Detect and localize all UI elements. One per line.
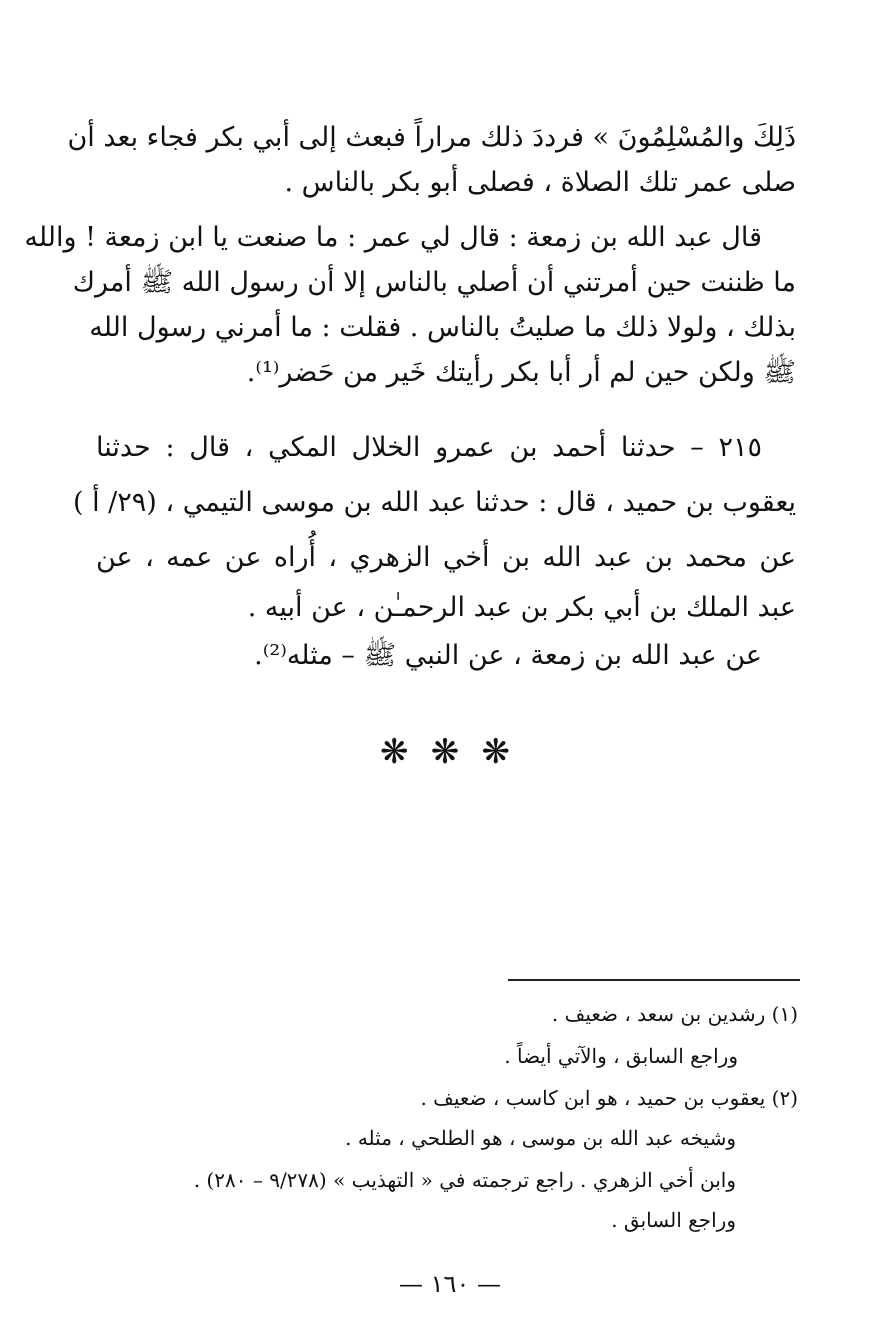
star-ornament-icon: ❋	[430, 732, 460, 772]
footnote-2-line-2: وشيخه عبد الله بن موسى ، هو الطلحي ، مثله .	[345, 1126, 736, 1150]
footnote-1-cont: وراجع السابق ، والآتي أيضاً .	[504, 1044, 738, 1068]
body-line-4: ما ظننت حين أمرتني أن أصلي بالناس إلا أن رسول الله ﷺ أمرك	[72, 267, 796, 298]
footnote-1: (١) رشدين بن سعد ، ضعيف .	[551, 1002, 798, 1026]
star-ornament-icon: ❋	[481, 732, 510, 772]
footnote-separator	[508, 979, 800, 981]
star-ornament-icon: ❋	[380, 732, 409, 772]
body-line-1: ذَلِكَ والمُسْلِمُونَ » فرددَ ذلك مراراً فبعث إلى أبي بكر فجاء بعد أن	[67, 122, 796, 153]
body-line-5: بذلك ، ولولا ذلك ما صليتُ بالناس . فقلت : ما أمرني رسول الله	[89, 312, 796, 343]
body-line-3: قال عبد الله بن زمعة : قال لي عمر : ما صنعت يا ابن زمعة ! والله	[24, 222, 762, 253]
hadith-215-line-1: ٢١٥ – حدثنا أحمد بن عمرو الخلال المكي ، قال : حدثنا	[96, 432, 762, 463]
footnote-2-line-4: وراجع السابق .	[611, 1208, 736, 1232]
hadith-215-line-3: عن محمد بن عبد الله بن أخي الزهري ، أُراه عن عمه ، عن	[96, 542, 796, 573]
body-line-6: ﷺ ولكن حين لم أر أبا بكر رأيتك خَير من حَضر⁽¹⁾.	[246, 357, 796, 388]
page-number: — ١٦٠ —	[399, 1270, 501, 1298]
footnote-2: (٢) يعقوب بن حميد ، هو ابن كاسب ، ضعيف .	[420, 1086, 798, 1110]
footnote-2-line-3: وابن أخي الزهري . راجع ترجمته في « التهذيب » (٩/٢٧٨ – ٢٨٠) .	[193, 1168, 736, 1192]
body-line-2: صلى عمر تلك الصلاة ، فصلى أبو بكر بالناس .	[284, 167, 796, 198]
section-divider-ornament	[380, 732, 510, 772]
hadith-215-line-4: عبد الملك بن أبي بكر بن عبد الرحمـٰن ، عن أبيه .	[247, 592, 796, 623]
hadith-215-line-5: عن عبد الله بن زمعة ، عن النبي ﷺ – مثله⁽²⁾.	[254, 640, 762, 671]
hadith-215-line-2: يعقوب بن حميد ، قال : حدثنا عبد الله بن موسى التيمي ، (٢٩/ أ )	[72, 487, 796, 518]
